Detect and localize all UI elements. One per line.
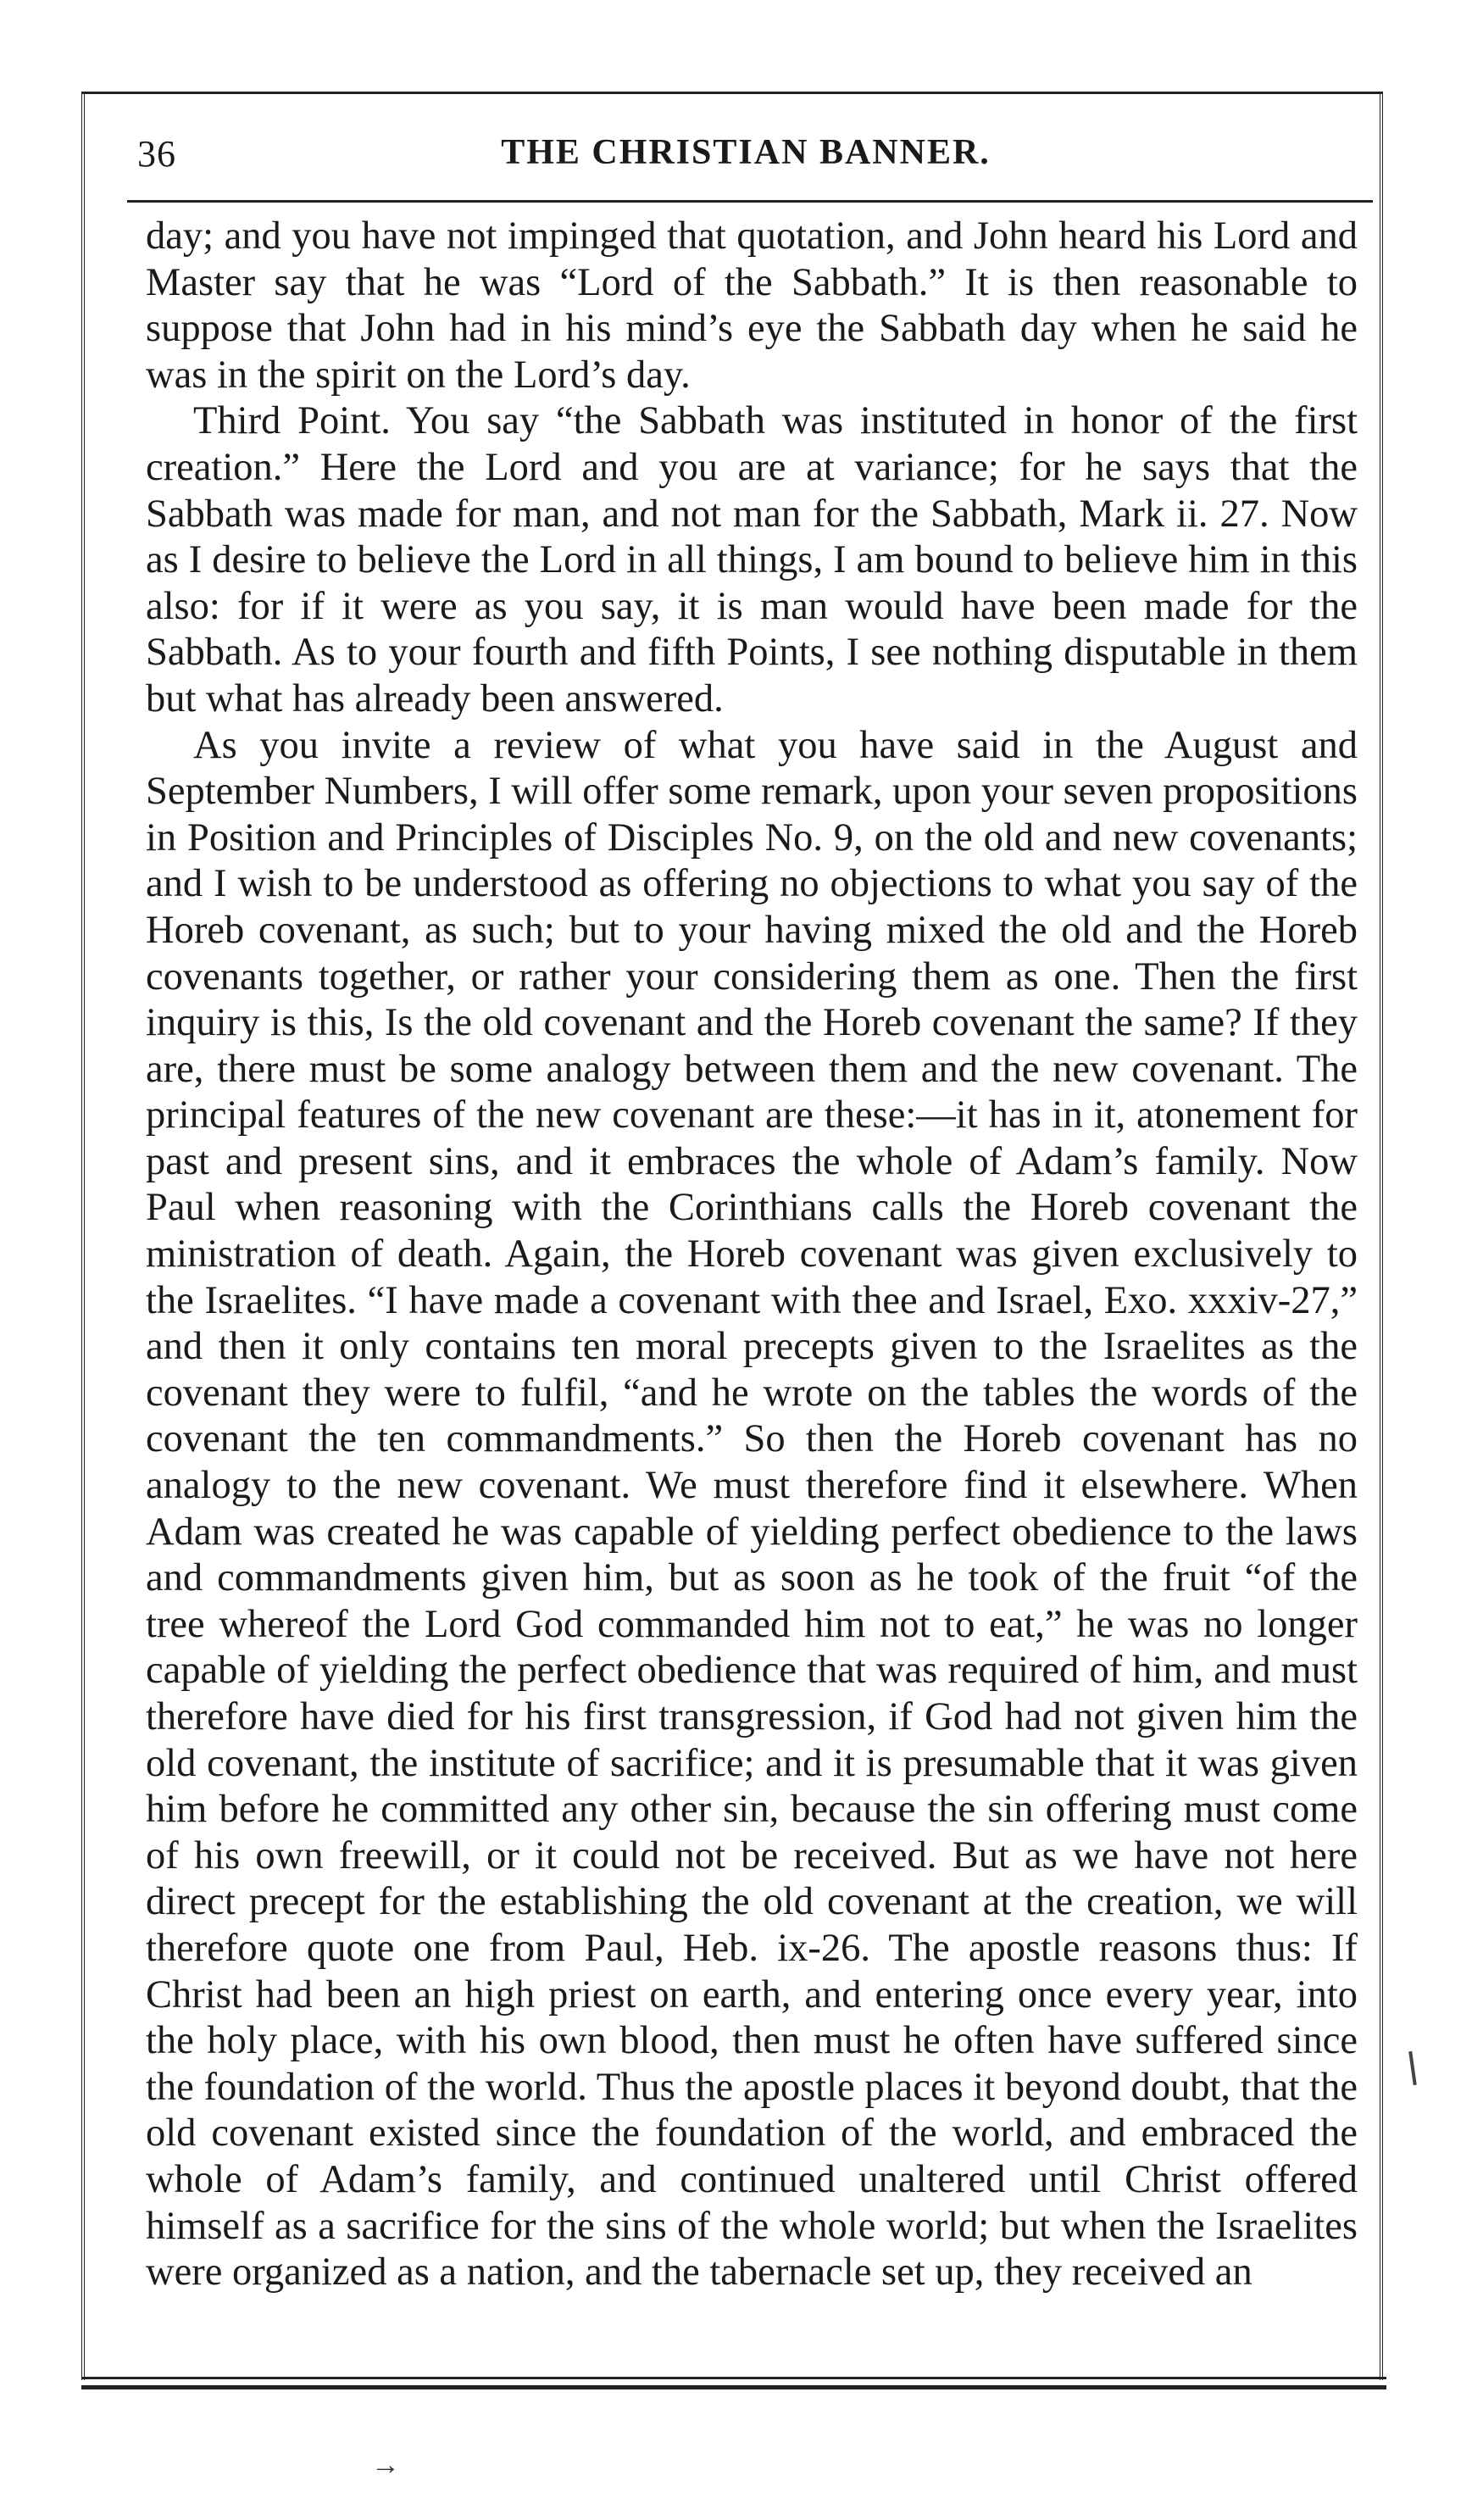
page-header (127, 127, 1364, 195)
bottom-rule-thick (81, 2385, 1386, 2389)
paragraph-third-point: Third Point. You say “the Sabbath was instituted in honor of the first creation.” Here the Lord and you are at variance; for he says that the Sabbath was made for man, and not man for the Sabbath, Mark ii. 27. Now as I desire to believe the Lord in all things, I am bound to believe him in this also: for if it were as you say, it is man would have been made for the Sabbath. As to your fourth and fifth Points, I see nothing disputable in them but what has already been answered. (146, 399, 1358, 720)
bottom-rule (81, 2377, 1386, 2379)
article-body (146, 214, 1358, 2296)
header-rule (127, 200, 1373, 203)
margin-tick-mark (1408, 2051, 1417, 2085)
paragraph-continued: day; and you have not impinged that quotation, and John heard his Lord and Master say that he was “Lord of the Sabbath.” It is then reasonable to suppose that John had in his mind’s eye the Sabbath day when he said he was in the spirit on the Lord’s day. (146, 214, 1358, 397)
paragraph-covenants: As you invite a review of what you have said in the August and September Numbers, I will offer some remark, upon your seven propositions in Position and Principles of Disciples No. 9, on the old and new covenants; and I wish to be understood as offering no objections to what you say of the Horeb covenant, as such; but to your having mixed the old and the Horeb covenants together, or rather your considering them as one. Then the first inquiry is this, Is the old covenant and the Horeb covenant the same? If they are, there must be some analogy between them and the new covenant. The principal features of the new covenant are these:—it has in it, atonement for past and present sins, and it embraces the whole of Adam’s family. Now Paul when reasoning with the Corinthians calls the Horeb covenant the ministration of death. Again, the Horeb covenant was given exclusively to the Israelites. “I have made a covenant with thee and Israel, Exo. xxxiv-27,” and then it only contains ten moral precepts given to the Israelites as the covenant they were to fulfil, “and he wrote on the tables the words of the covenant the ten commandments.” So then the Horeb covenant has no analogy to the new covenant. We must therefore find it elsewhere. When Adam was created he was capable of yielding perfect obedience to the laws and commandments given him, but as soon as he took of the fruit “of the tree whereof the Lord God commanded him not to eat,” he was no longer capable of yielding the perfect obedience that was required of him, and must therefore have died for his first transgression, if God had not given him the old covenant, the institute of sacrifice; and it is presumable that it was given him before he committed any other sin, because the sin offering must come of his own freewill, or it could not be received. But as we have not here direct precept for the establishing the old covenant at the creation, we will therefore quote one from Paul, Heb. ix-26. The apostle reasons thus: If Christ had been an high priest on earth, and entering once every year, into the holy place, with his own blood, then must he often have suffered since the foundation of the world. Thus the apostle places it beyond doubt, that the old covenant existed since the foundation of the world, and embraced the whole of Adam’s family, and continued unaltered until Christ offered himself as a sacrifice for the sins of the whole world; but when the Israelites were organized as a nation, and the tabernacle set up, they received an (146, 723, 1358, 2295)
page-number: 36 (137, 133, 176, 175)
arrow-mark-icon: → (371, 2450, 400, 2481)
running-title: THE CHRISTIAN BANNER. (501, 133, 991, 172)
